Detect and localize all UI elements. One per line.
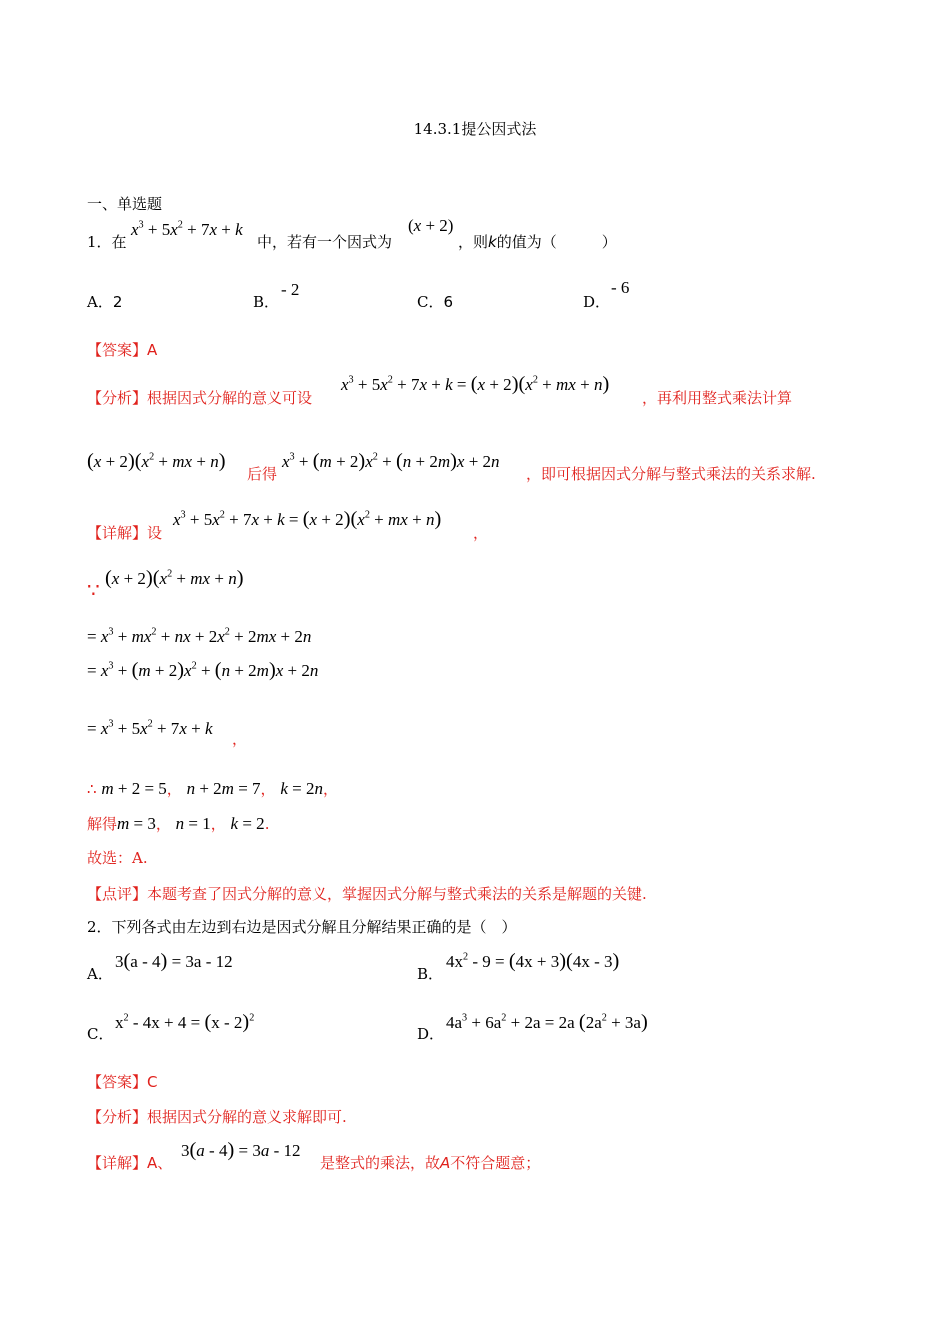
q2-option-a-label: A． (87, 965, 113, 983)
page-title: 14.3.1提公因式法 (413, 120, 537, 138)
question-1-post: ，则k的值为（ ） (458, 233, 617, 251)
step-3-comma: ， (232, 730, 248, 748)
detail-2-equation: 3(a - 4) = 3a - 12 (181, 1139, 301, 1161)
option-b: B． (253, 293, 280, 311)
q2-option-b: $4x^2 - 9 = (4x + 3)(4x - 3)$ (446, 950, 620, 972)
question-1-expression: $x^3 + 5x^2 + 7x + k$ (131, 219, 243, 239)
question-1-factor: (x + 2) (408, 216, 454, 235)
option-d: D． (583, 293, 611, 311)
analysis-1-equation: $x^3 + 5x^2 + 7x + k = (x + 2)(x^2$ + mx + n) (341, 373, 610, 395)
q2-option-b-label: B． (417, 965, 444, 983)
section-heading: 一、单选题 (87, 195, 163, 213)
question-number: 1． (87, 233, 112, 251)
choose-line: 故选：A. (87, 849, 148, 867)
step-0: $(x + 2)(x^2$ + mx + n) (105, 567, 244, 589)
option-d-value: - 6 (611, 278, 630, 297)
q2-option-d-label: D． (417, 1025, 445, 1043)
q2-option-c-label: C． (87, 1025, 114, 1043)
detail-2-text: 是整式的乘法，故A不符合题意； (320, 1154, 541, 1172)
step-3: = $x^3 + 5x^2 + 7x + k$ (87, 718, 213, 738)
solution-line: 解得m = 3， n = 1， k = 2. (87, 814, 270, 833)
question-1-stem: 1．在 (87, 233, 127, 251)
because-symbol: ∵ (87, 578, 100, 602)
option-c: C．6 (417, 293, 454, 311)
detail-1-equation: $x^3 + 5x^2 + 7x + k = (x + 2)(x^2$ + mx + n) (173, 508, 442, 530)
analysis-2: 【分析】根据因式分解的意义求解即可. (87, 1108, 347, 1126)
q2-option-a: 3(a - 4) = 3a - 12 (115, 950, 233, 972)
analysis-1-tag: 【分析】根据因式分解的意义可设 (87, 389, 313, 407)
question-2-stem: 2．下列各式由左边到右边是因式分解且分解结果正确的是（ ） (87, 918, 517, 936)
detail-1-tag: 【详解】设 (87, 524, 163, 542)
q2-option-d: $4a^3 + 6a^2 + 2a = 2a$ $(2a^2 + 3a)$ (446, 1011, 648, 1033)
question-1-mid: 中，若有一个因式为 (257, 233, 393, 251)
analysis-1-text3: 后得 (247, 465, 278, 483)
analysis-1-text4: ，即可根据因式分解与整式乘法的关系求解. (526, 465, 816, 483)
step-2: = $x^3 + (m + 2)x^2 + (n + 2m)x + 2n$ (87, 659, 319, 681)
comment-1: 【点评】本题考查了因式分解的意义，掌握因式分解与整式乘法的关系是解题的关键. (87, 885, 647, 903)
analysis-1-product: $(x + 2)(x^2$ + mx + n) (87, 450, 226, 472)
detail-2-tag: 【详解】A、 (87, 1154, 173, 1172)
option-b-value: - 2 (281, 280, 300, 299)
analysis-1-expanded: $x^3 + (m + 2)x^2 + (n + 2m)x + 2n$ (282, 450, 500, 472)
therefore-line: ∴ m + 2 = 5， n + 2m = 7， k = 2n， (87, 779, 338, 798)
answer-2: 【答案】C (87, 1073, 158, 1091)
q2-option-c: $x^2 - 4x + 4 = (x - 2)^2$ (115, 1011, 255, 1033)
answer-1: 【答案】A (87, 341, 158, 359)
analysis-1-text2: ，再利用整式乘法计算 (642, 389, 793, 407)
step-1: = $x^3 + mx^2$ + nx + $2x^2 + 2mx + 2n$ (87, 626, 312, 646)
detail-1-comma: ， (473, 524, 489, 542)
option-a: A．2 (87, 293, 123, 311)
